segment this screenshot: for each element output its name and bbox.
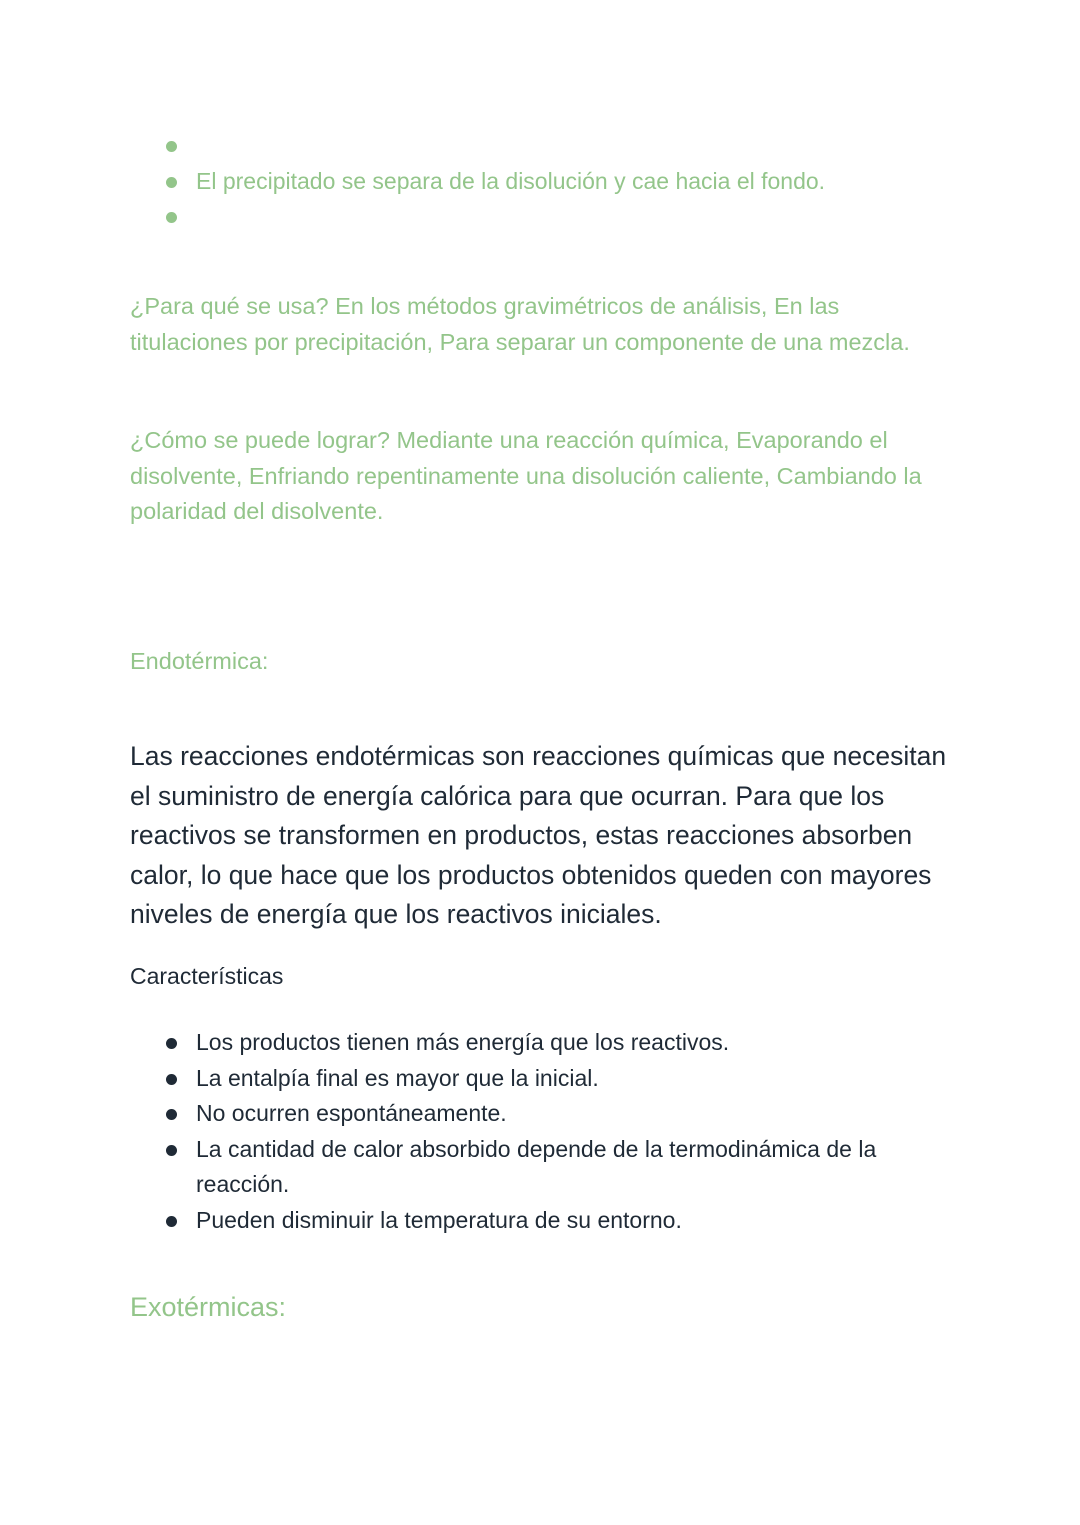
list-item-text: La cantidad de calor absorbido depende de la termodinámica de la reacción.: [196, 1135, 877, 1197]
endotermica-heading: Endotérmica:: [130, 648, 269, 674]
bullet-icon: [166, 1216, 177, 1227]
bullet-icon: [166, 1145, 177, 1156]
caracteristicas-label: Características: [130, 963, 284, 989]
para-how-to-achieve: ¿Cómo se puede lograr? Mediante una reacción química, Evaporando el disolvente, Enfriando repentinamente una disolución caliente, Cambiando la polaridad del disolvente.: [130, 427, 922, 524]
para-uses: ¿Para qué se usa? En los métodos gravimétricos de análisis, En las titulaciones por precipitación, Para separar un componente de una mezcla.: [130, 293, 910, 355]
bullet-icon: [166, 177, 177, 188]
list-item: [162, 1025, 942, 1061]
list-item-text: Pueden disminuir la temperatura de su entorno.: [196, 1206, 682, 1233]
list-item: [162, 1061, 942, 1097]
list-item: [162, 1096, 942, 1132]
bullet-icon: [166, 141, 177, 152]
bullet-icon: [166, 212, 177, 223]
caracteristicas-list: [162, 1025, 942, 1238]
top-bullet-list: [162, 128, 942, 235]
exotermicas-heading: Exotérmicas:: [130, 1292, 287, 1322]
list-item-text: No ocurren espontáneamente.: [196, 1100, 507, 1126]
endotermica-body: Las reacciones endotérmicas son reacciones químicas que necesitan el suministro de energía calórica para que ocurran. Para que los reactivos se transformen en productos, estas reacciones absorben calor, lo que hace que los productos obtenidos queden con mayores niveles de energía que los reactivos iniciales.: [130, 741, 947, 929]
list-item: [162, 164, 942, 200]
list-item: [162, 1203, 942, 1239]
list-item-text: La entalpía final es mayor que la inicial.: [196, 1064, 599, 1091]
list-item: [162, 1132, 942, 1203]
list-item: [162, 128, 942, 164]
list-item: [162, 199, 942, 235]
bullet-icon: [166, 1074, 177, 1085]
bullet-icon: [166, 1109, 177, 1120]
list-item-text: El precipitado se separa de la disolución y cae hacia el fondo.: [196, 167, 826, 194]
list-item-text: Los productos tienen más energía que los reactivos.: [196, 1029, 730, 1055]
bullet-icon: [166, 1038, 177, 1049]
